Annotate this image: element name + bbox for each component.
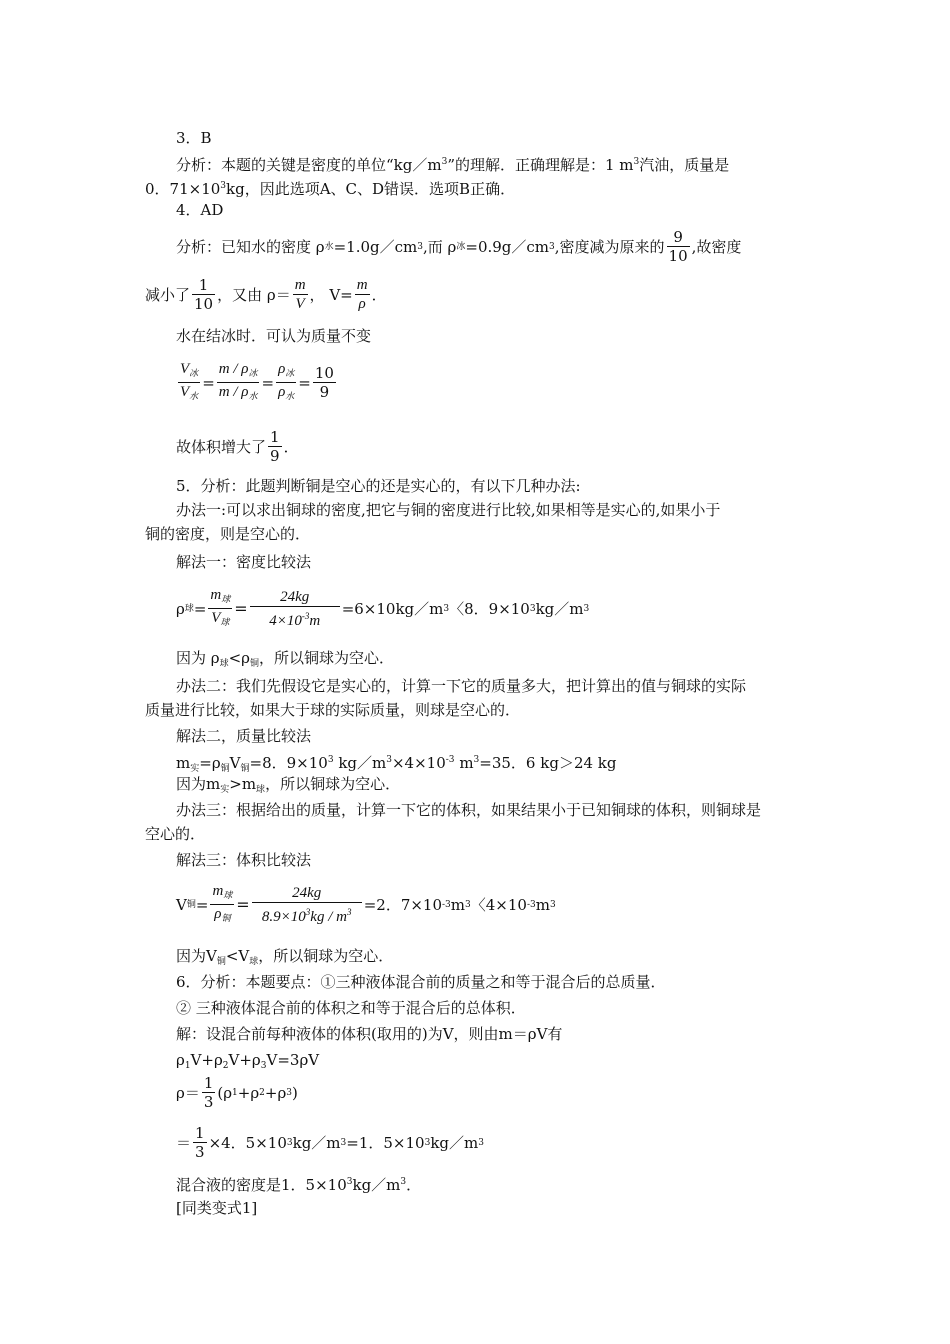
q4-heading: 4．AD (176, 201, 224, 219)
q6-equation1: $\rho_1V+\rho_2V+\rho_3V=3\rho V$ (176, 1051, 320, 1071)
q5-solution1-title: 解法一：密度比较法 (176, 553, 312, 571)
fraction-10-9: $\frac{10}{9}$ (314, 364, 334, 401)
q5-solution3-equation: V 铜 = $\frac{m_球}{\rho_铜}$ = $\frac{24kg}{8.9\times 10^3kg / m^3}$ =2．7×10 -3 m 3 〈4×10 -3 m 3 (176, 882, 556, 927)
q5-method2-line1: 办法二：我们先假设它是实心的，计算一下它的质量多大，把计算出的值与铜球的实际 (176, 677, 747, 695)
q5-method3-line2: 空心的． (145, 825, 206, 843)
q6-result: 混合液的密度是1．$5\times 10^3kg/m^3$． (176, 1176, 422, 1194)
q4-analysis-line3: 水在结冰时．可认为质量不变 (176, 327, 372, 345)
q6-point2: ② 三种液体混合前的体积之和等于混合后的总体积． (176, 999, 526, 1017)
q4-ratio-equation: $\frac{V_冰}{V_水}$ = $\frac{m / \rho_冰}{m / \rho_水}$ = $\frac{\rho_冰}{\rho_水}$ = $\frac{10}{9}$ (176, 360, 338, 405)
q6-heading: 6．分析：本题要点：①三种液体混合前的质量之和等于混合后的总质量． (176, 973, 666, 991)
q5-solution2-equation: $m_实=\rho_铜V_铜=8$．$9\times 10^3$ $kg/m^3\times 4\times 10^{-3}$ $m^3=35$．6 kg＞24 kg (176, 754, 617, 774)
fraction-1-9: $\frac{1}{9}$ (270, 428, 280, 465)
q5-method3-line1: 办法三：根据给出的质量，计算一下它的体积，如果结果小于已知铜球的体积，则铜球是 (176, 801, 762, 819)
fraction-9-10: $\frac{9}{10}$ (668, 228, 688, 265)
variant-heading: [同类变式1] (176, 1199, 258, 1217)
fraction-v-ice-v-water: $\frac{V_冰}{V_水}$ (180, 361, 199, 401)
q5-conclusion1: 因为 $\rho_球<\rho_铜$，所以铜球为空心． (176, 649, 395, 669)
q5-method1-line1: 办法一:可以求出铜球的密度,把它与铜的密度进行比较,如果相等是实心的,如果小于 (176, 501, 721, 519)
q4-analysis-line1: 分析：已知水的密度 ρ 水 =1.0g／cm 3 ,而 ρ 冰 =0.9g／cm 3 ,密度减为原来的 $\frac{9}{10}$ ,故密度 (176, 228, 742, 265)
q3-analysis-line2: 0．$71\times 10^3kg$，因此选项A、C、D错误．选项B正确． (145, 180, 516, 198)
q5-method1-line2: 铜的密度，则是空心的． (145, 525, 311, 543)
q5-solution3-title: 解法三：体积比较法 (176, 851, 312, 869)
fraction-m-v: $\frac{m}{V}$ (294, 277, 306, 312)
fraction-m-ball-v-ball: $\frac{m_球}{V_球}$ (210, 587, 231, 627)
fraction-one-third-2: $\frac{1}{3}$ (195, 1124, 205, 1161)
q5-solution1-equation: ρ 球 = $\frac{m_球}{V_球}$ = $\frac{24kg}{4\times 10^{-3}m}$ =6×10kg／m 3 〈8．9×10 3 kg／m 3 (176, 586, 589, 631)
q6-equation2: ρ＝ $\frac{1}{3}$ (ρ 1 +ρ 2 +ρ 3 ) (176, 1074, 298, 1111)
fraction-one-third: $\frac{1}{3}$ (203, 1074, 214, 1111)
q3-heading: 3．B (176, 129, 212, 147)
q5-conclusion2: 因为$m_实>m_球$，所以铜球为空心． (176, 775, 401, 795)
q6-solution-intro: 解：设混合前每种液体的体积(取用的)为V，则由m＝ρV有 (176, 1025, 563, 1043)
fraction-rho-ratio: $\frac{\rho_冰}{\rho_水}$ (278, 361, 295, 401)
fraction-m-rho: $\frac{m}{\rho}$ (356, 277, 368, 312)
fraction-m-ball-rho-copper: $\frac{m_球}{\rho_铜}$ (212, 883, 233, 923)
q4-analysis-line2: 减小了 $\frac{1}{10}$ ，又由 ρ＝ $\frac{m}{V}$ ， V= $\frac{m}{\rho}$ ． (145, 276, 387, 313)
q3-analysis-line1: 分析：本题的关键是密度的单位“$kg/m^3$”的理解．正确理解是：1 $m^3$汽油，质量是 (176, 156, 730, 174)
q6-equation3: ＝ $\frac{1}{3}$ ×4．5×10 3 kg／m 3 =1．5×10 3 kg／m 3 (176, 1124, 484, 1161)
q5-solution2-title: 解法二，质量比较法 (176, 727, 312, 745)
q5-method2-line2: 质量进行比较，如果大于球的实际质量，则球是空心的． (145, 701, 521, 719)
fraction-24kg-density: $\frac{24kg}{8.9\times 10^3kg / m^3}$ (252, 884, 362, 926)
fraction-1-10: $\frac{1}{10}$ (194, 276, 214, 313)
fraction-24kg-volume: $\frac{24kg}{4\times 10^{-3}m}$ (250, 588, 340, 630)
q5-heading: 5．分析：此题判断铜是空心的还是实心的，有以下几种办法: (176, 477, 581, 495)
q4-conclusion: 故体积增大了 $\frac{1}{9}$ ． (176, 428, 299, 465)
q5-conclusion3: 因为$V_铜<V_球$，所以铜球为空心． (176, 947, 394, 967)
fraction-m-rho-ratio: $\frac{m / \rho_冰}{m / \rho_水}$ (218, 361, 258, 401)
